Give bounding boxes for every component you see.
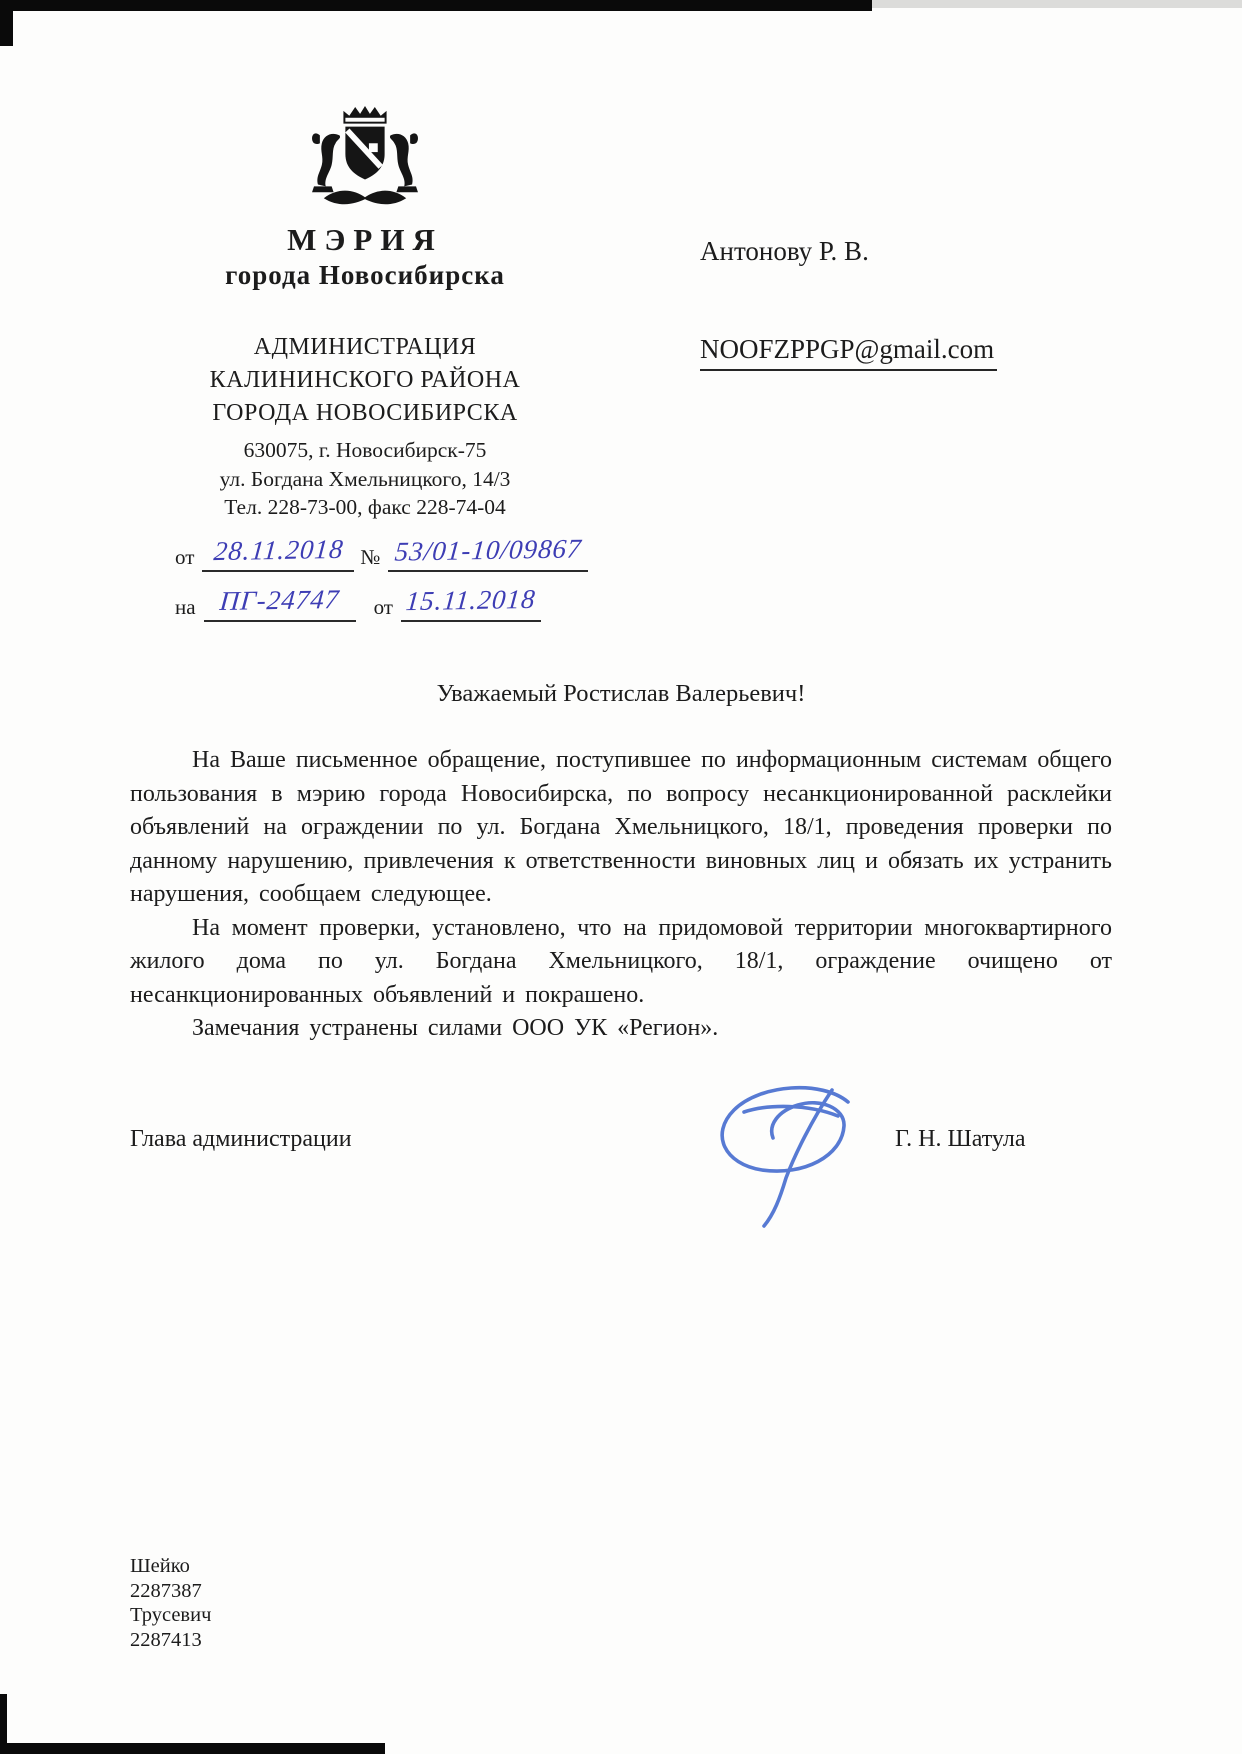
recipient-name: Антонову Р. В. xyxy=(700,236,869,266)
recipient-email: NOOFZPPGP@gmail.com xyxy=(700,334,997,371)
handwritten-incoming-ref: ПГ-24747 xyxy=(218,583,341,617)
handwritten-signature xyxy=(698,1078,888,1236)
outgoing-number-blank xyxy=(388,533,588,572)
sender-department xyxy=(140,331,590,430)
body-paragraph: На Ваше письменное обращение, поступившее по информационным системам общего пользования в мэрию города Новосибирска, по вопросу несанкционированной расклейки объявлений на ограждении по ул. Богдана Хмельницкого, 18/1, проведения проверки по данному нарушению, привлечения к ответственности виновных лиц и обязать их устранить нарушения, сообщаем следующее. xyxy=(130,747,1112,907)
sender-org-name: МЭРИЯ xyxy=(287,222,443,257)
signer-name: Г. Н. Шатула xyxy=(895,1126,1026,1152)
executor-phone: 2287413 xyxy=(130,1628,202,1651)
outgoing-number-label: № xyxy=(360,545,381,569)
sender-address xyxy=(140,436,590,522)
body-paragraph: На момент проверки, установлено, что на придомовой территории многоквартирного жилого дома по ул. Богдана Хмельницкого, 18/1, ограждение очищено от несанкционированных объявлений и покрашено. xyxy=(130,914,1112,1008)
sender-org-city: города Новосибирска xyxy=(225,260,505,290)
salutation: Уважаемый Ростислав Валерьевич! xyxy=(436,680,806,707)
sender-department-line: КАЛИНИНСКОГО РАЙОНА xyxy=(209,367,521,393)
scan-artifact-left-top xyxy=(0,0,13,46)
body-paragraph: Замечания устранены силами ООО УК «Регион». xyxy=(192,1015,719,1041)
signer-title: Глава администрации xyxy=(130,1126,352,1152)
outgoing-date-label: от xyxy=(175,545,195,569)
incoming-date-label: от xyxy=(373,595,393,619)
incoming-ref-label: на xyxy=(175,595,196,619)
sender-department-line: ГОРОДА НОВОСИБИРСКА xyxy=(212,400,518,426)
scan-artifact-top-bar xyxy=(0,0,872,11)
executor-name: Трусевич xyxy=(130,1604,212,1626)
letter-body xyxy=(130,744,1112,1046)
sender-department-line: АДМИНИСТРАЦИЯ xyxy=(253,334,477,360)
letterhead xyxy=(140,106,590,522)
outgoing-reference-line xyxy=(175,533,675,572)
sender-address-line: Тел. 228-73-00, факс 228-74-04 xyxy=(224,495,506,519)
executor-contacts xyxy=(130,1554,211,1652)
incoming-ref-blank xyxy=(204,583,356,622)
sender-address-line: ул. Богдана Хмельницкого, 14/3 xyxy=(219,466,511,491)
reference-block xyxy=(175,533,675,636)
scan-artifact-bottom-bar xyxy=(0,1743,385,1754)
outgoing-date-blank xyxy=(202,533,354,572)
handwritten-incoming-date: 15.11.2018 xyxy=(404,583,538,617)
incoming-date-blank xyxy=(401,583,541,622)
incoming-reference-line xyxy=(175,583,675,622)
handwritten-outgoing-number: 53/01-10/09867 xyxy=(393,533,584,567)
scan-artifact-top-right xyxy=(872,0,1242,8)
novosibirsk-coat-of-arms-icon xyxy=(306,106,424,208)
handwritten-outgoing-date: 28.11.2018 xyxy=(212,533,345,567)
executor-name: Шейко xyxy=(130,1555,190,1577)
sender-address-line: 630075, г. Новосибирск-75 xyxy=(243,438,487,462)
executor-phone: 2287387 xyxy=(130,1579,202,1602)
